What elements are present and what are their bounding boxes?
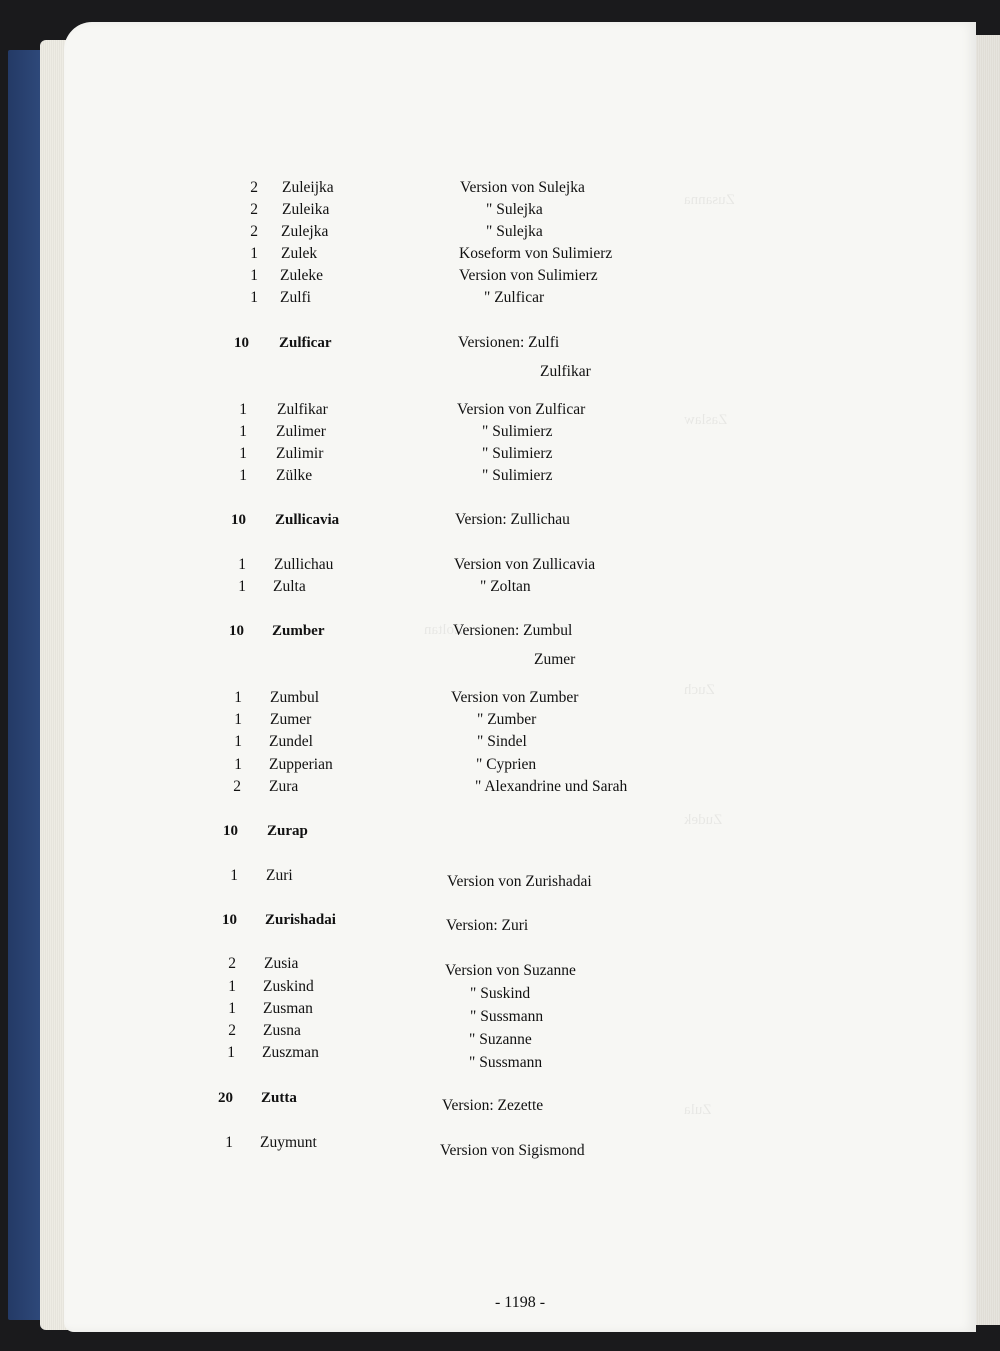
entry-row: [64, 443, 976, 465]
entry-count: 1: [230, 867, 238, 884]
entry-count: 1: [225, 1134, 233, 1151]
entry-count: 2: [250, 201, 258, 218]
entry-name: Zundel: [269, 733, 313, 750]
entry-description: Version: Zullichau: [455, 511, 570, 528]
entry-row: [64, 687, 976, 709]
entry-name: Zupperian: [269, 756, 333, 773]
entry-count: 1: [234, 711, 242, 728]
entry-row: [64, 1132, 976, 1159]
entry-description: Version von Zumber: [451, 689, 579, 706]
entry-description: Version von Zulficar: [457, 401, 586, 418]
right-page-edge: [976, 35, 1000, 1325]
entry-description: " Sulimierz: [482, 445, 553, 462]
entry-description: " Sulimierz: [482, 467, 553, 484]
entry-count: 1: [234, 756, 242, 773]
entry-row: [64, 731, 976, 753]
entry-description: Version von Zurishadai: [447, 873, 592, 890]
entry-description: Version von Sulejka: [460, 179, 585, 196]
entry-name: Zulficar: [279, 335, 332, 351]
entry-count: 1: [238, 556, 246, 573]
entry-count: 1: [239, 423, 247, 440]
entry-row: [64, 776, 976, 798]
entry-name: Zulimer: [276, 423, 326, 440]
entry-count: 1: [234, 733, 242, 750]
entry-count: 1: [250, 245, 258, 262]
entry-description: " Sussmann: [470, 1008, 544, 1025]
entry-name: Zumber: [272, 623, 325, 639]
entry-row: [64, 221, 976, 243]
entry-name: Zulfi: [280, 289, 311, 306]
entry-count: 10: [222, 912, 237, 928]
entry-count: 2: [228, 1022, 236, 1039]
entry-row: [64, 287, 976, 309]
entry-count: 2: [250, 179, 258, 196]
entry-name: Zusman: [263, 1000, 313, 1017]
entry-description: Version: Zuri: [446, 917, 529, 934]
entry-count: 1: [250, 267, 258, 284]
entry-description: " Alexandrine und Sarah: [475, 778, 628, 795]
entry-continuation: Zumer: [534, 651, 576, 668]
entry-row: [64, 709, 976, 731]
entry-row: [64, 243, 976, 265]
entry-description: " Sulimierz: [482, 423, 553, 440]
entry-row: [64, 998, 976, 1025]
entry-name: Zuri: [266, 867, 293, 884]
entry-name: Zusna: [263, 1022, 301, 1039]
entry-description: Version von Zullicavia: [454, 556, 596, 573]
entry-description: " Sussmann: [469, 1054, 543, 1071]
entry-name: Zullicavia: [275, 512, 340, 528]
entry-row: [64, 554, 976, 576]
entry-description: " Sulejka: [486, 223, 543, 240]
book-page: Zusanna Zaslaw Zuch Zudek Zula Zoltan 2 Zuleijka Version von Sulejka 2 Zuleika " Sulejka 2 Zulejka " Sulejka 1 Zulek Koseform von Sulimierz 1 Zuleke Version von Sulimierz 1 Zulfi " Zulficar 10 Zulficar Versionen: Zulfi Zulfikar 1 Zulfikar Version von Zulficar 1 Zulimer " Sulimierz 1 Zulimir " Sulimierz 1 Zülke " Sulimierz 10 Zullicavia Version: Zullichau 1 Zullichau Version von Zullicavia 1 Zulta " Zoltan 10 Zumber Versionen: Zumbul Zumer 1 Zumbul Version von Zumber 1 Zumer " Zumber 1 Zundel " Sindel 1 Zupperian " Cyprien 2 Zura " Alexandrine und Sarah 10 Zurap 1 Zuri Version von Zurishadai 10 Zurishadai Version: Zuri 2 Zusia Version von Suzanne 1 Zuskind " Suskind 1 Zusman " Sussmann 2 Zusna " Suzanne 1 Zuszman " Sussmann 20 Zutta Version: Zezette 1 Zuymunt Version von Sigismond - 1198 -: [64, 22, 976, 1332]
entry-count: 2: [250, 223, 258, 240]
entry-description: " Zoltan: [480, 578, 531, 595]
entry-row: [64, 421, 976, 443]
entry-name: Zuszman: [262, 1044, 319, 1061]
entry-row: [64, 465, 976, 487]
entry-count: 1: [239, 401, 247, 418]
entry-row: [64, 576, 976, 598]
entry-count: 1: [239, 445, 247, 462]
entry-name: Zulfikar: [277, 401, 328, 418]
entry-description: Version von Sigismond: [440, 1142, 585, 1159]
entry-name: Zuleika: [282, 201, 330, 218]
entry-row: [64, 754, 976, 776]
entry-description: Versionen: Zumbul: [453, 622, 573, 639]
entry-name: Zulta: [273, 578, 306, 595]
entry-description: Version von Sulimierz: [459, 267, 598, 284]
entry-count: 1: [228, 1000, 236, 1017]
entry-count: 1: [234, 689, 242, 706]
entry-name: Zuymunt: [260, 1134, 317, 1151]
entry-row: [64, 199, 976, 221]
entry-description: " Sindel: [477, 733, 527, 750]
entry-count: 1: [250, 289, 258, 306]
entry-count: 10: [231, 512, 246, 528]
entry-name: Zumbul: [270, 689, 320, 706]
entry-description: " Zumber: [477, 711, 537, 728]
entry-count: 1: [228, 978, 236, 995]
entry-count: 1: [239, 467, 247, 484]
entry-name: Zuleijka: [282, 179, 334, 196]
entry-name: Zurishadai: [265, 912, 336, 928]
entry-count: 1: [238, 578, 246, 595]
entry-row: [64, 1020, 976, 1048]
entry-description: Version von Suzanne: [445, 962, 576, 979]
entry-row: [64, 177, 976, 199]
entry-description: " Suskind: [470, 985, 531, 1002]
entry-name: Zura: [269, 778, 299, 795]
page-number: - 1198 -: [494, 1294, 546, 1311]
entry-description: Koseform von Sulimierz: [459, 245, 613, 262]
entry-row: [64, 399, 976, 421]
entry-row: [64, 953, 976, 979]
entry-name: Zuskind: [263, 978, 314, 995]
entry-row: [64, 865, 976, 890]
entry-name: Zülke: [276, 467, 313, 484]
entry-row: [64, 620, 976, 642]
entry-description: " Suzanne: [469, 1031, 532, 1048]
entry-row: [64, 976, 976, 1002]
entry-row: [64, 909, 976, 934]
entry-row: [64, 265, 976, 287]
entry-description: " Sulejka: [486, 201, 543, 218]
entry-count: 10: [234, 335, 249, 351]
entry-name: Zullichau: [274, 556, 334, 573]
entry-count: 10: [223, 823, 238, 839]
entry-name: Zuleke: [280, 267, 324, 284]
entry-count: 2: [228, 955, 236, 972]
entry-count: 1: [227, 1044, 235, 1061]
entry-row: [64, 1087, 976, 1114]
entry-count: 2: [233, 778, 241, 795]
entry-continuation: Zulfikar: [540, 363, 591, 380]
entry-count: 10: [229, 623, 244, 639]
entry-count: 20: [218, 1090, 233, 1106]
entry-name: Zulek: [281, 245, 318, 262]
entry-row: [64, 509, 976, 531]
entry-name: Zulimir: [276, 445, 324, 462]
entry-name: Zumer: [270, 711, 312, 728]
entry-description: " Zulficar: [484, 289, 545, 306]
entry-row: [64, 1042, 976, 1071]
entry-description: " Cyprien: [476, 756, 537, 773]
entry-name: Zurap: [267, 823, 308, 839]
entry-name: Zutta: [261, 1090, 297, 1106]
entry-description: Version: Zezette: [442, 1097, 544, 1114]
entry-name: Zusia: [264, 955, 299, 972]
entry-description: Versionen: Zulfi: [458, 334, 560, 351]
entry-row: [64, 820, 976, 842]
entry-row: [64, 332, 976, 354]
entry-name: Zulejka: [281, 223, 329, 240]
